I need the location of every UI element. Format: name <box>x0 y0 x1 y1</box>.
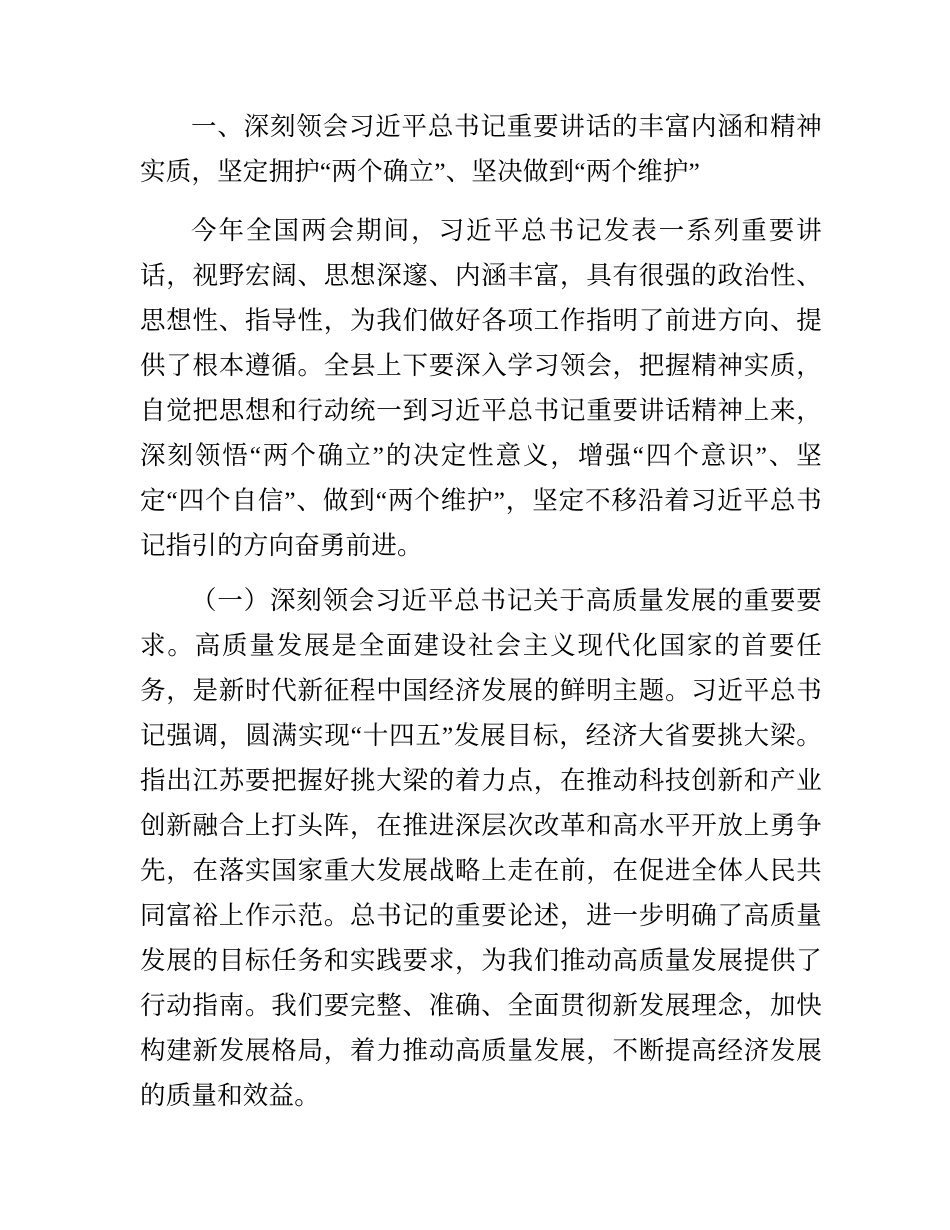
document-body <box>140 104 822 1118</box>
section-heading: 一、深刻领会习近平总书记重要讲话的丰富内涵和精神实质，坚定拥护“两个确立”、坚决做到“两个维护” <box>140 112 822 186</box>
body-paragraph-1: 今年全国两会期间，习近平总书记发表一系列重要讲话，视野宏阔、思想深邃、内涵丰富，具有很强的政治性、思想性、指导性，为我们做好各项工作指明了前进方向、提供了根本遵循。全县上下要深入学习领会，把握精神实质，自觉把思想和行动统一到习近平总书记重要讲话精神上来，深刻领悟“两个确立”的决定性意义，增强“四个意识”、坚定“四个自信”、做到“两个维护”，坚定不移沿着习近平总书记指引的方向奋勇前进。 <box>140 216 822 560</box>
body-paragraph-2: （一）深刻领会习近平总书记关于高质量发展的重要要求。高质量发展是全面建设社会主义现代化国家的首要任务，是新时代新征程中国经济发展的鲜明主题。习近平总书记强调，圆满实现“十四五”发展目标，经济大省要挑大梁。指出江苏要把握好挑大梁的着力点，在推动科技创新和产业创新融合上打头阵，在推进深层次改革和高水平开放上勇争先，在落实国家重大发展战略上走在前，在促进全体人民共同富裕上作示范。总书记的重要论述，进一步明确了高质量发展的目标任务和实践要求，为我们推动高质量发展提供了行动指南。我们要完整、准确、全面贯彻新发展理念，加快构建新发展格局，着力推动高质量发展，不断提高经济发展的质量和效益。 <box>140 586 822 1110</box>
